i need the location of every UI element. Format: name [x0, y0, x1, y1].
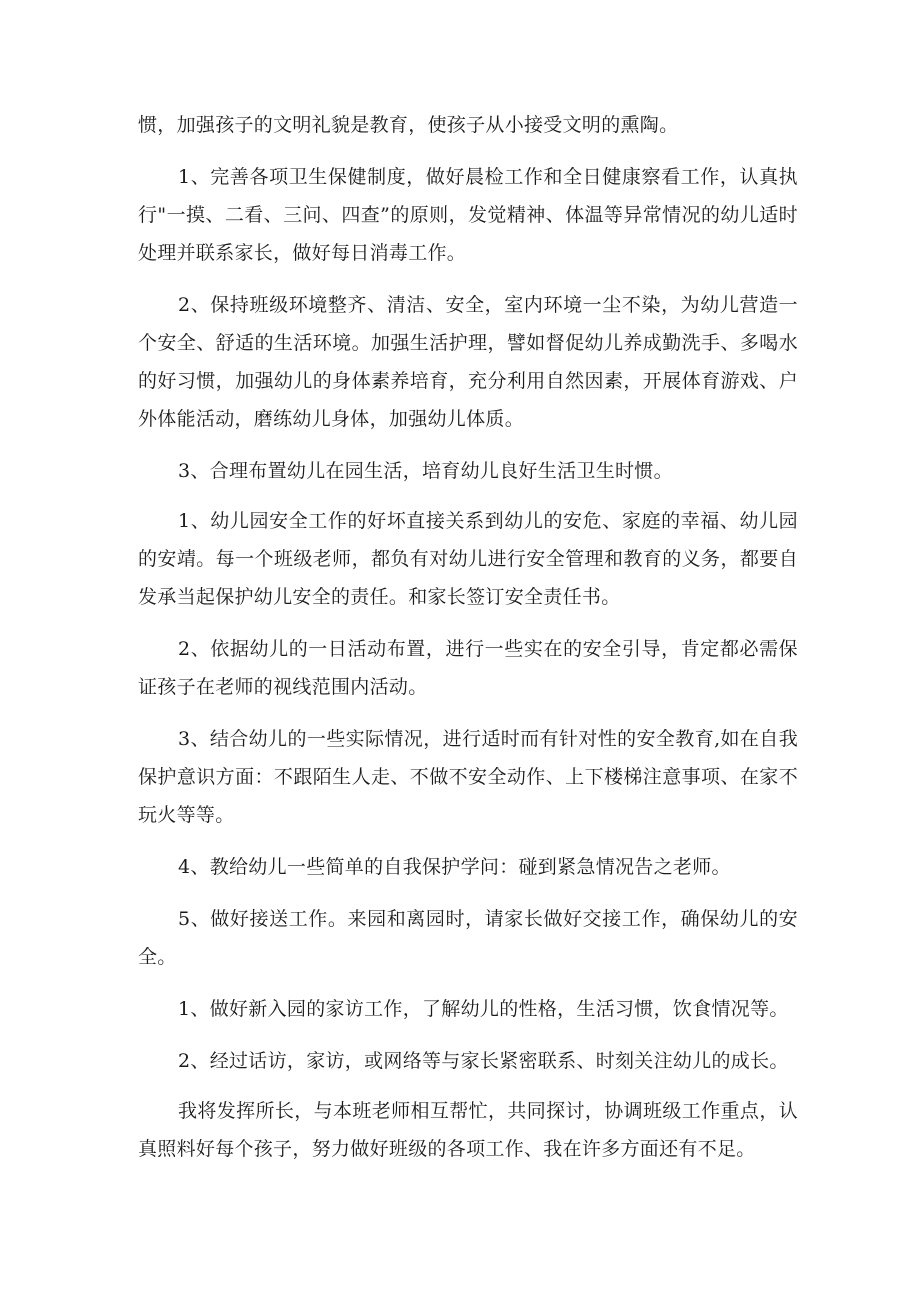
paragraph-parents-1: 1、做好新入园的家访工作，了解幼儿的性格，生活习惯，饮食情况等。 — [178, 998, 789, 1020]
paragraph-health-3: 3、合理布置幼儿在园生活，培育幼儿良好生活卫生时惯。 — [178, 460, 673, 482]
paragraph-health-2: 2、保持班级环境整齐、清洁、安全，室内环境一尘不染，为幼儿营造一个安全、舒适的生活环境。加强生活护理，譬如督促幼儿养成勤洗手、多喝水的好习惯，加强幼儿的身体素养培育，充分利用自然因素，开展体育游戏、户外体能活动，磨练幼儿身体，加强幼儿体质。 — [138, 294, 798, 430]
paragraph-health-1: 1、完善各项卫生保健制度，做好晨检工作和全日健康察看工作，认真执行"一摸、二看、三问、四查”的原则，发觉精神、体温等异常情况的幼儿适时处理并联系家长，做好每日消毒工作。 — [138, 166, 798, 264]
paragraph-safety-2: 2、依据幼儿的一日活动布置，进行一些实在的安全引导，肯定都必需保证孩子在老师的视线范围内活动。 — [138, 638, 798, 698]
paragraph-closing: 我将发挥所长，与本班老师相互帮忙，共同探讨，协调班级工作重点，认真照料好每个孩子，努力做好班级的各项工作、我在许多方面还有不足。 — [138, 1100, 798, 1160]
paragraph-safety-3: 3、结合幼儿的一些实际情况，进行适时而有针对性的安全教育,如在自我保护意识方面：不跟陌生人走、不做不安全动作、上下楼梯注意事项、在家不玩火等等。 — [138, 728, 798, 826]
paragraph-safety-1: 1、幼儿园安全工作的好坏直接关系到幼儿的安危、家庭的幸福、幼儿园的安靖。每一个班级老师，都负有对幼儿进行安全管理和教育的义务，都要自发承当起保护幼儿安全的责任。和家长签订安全责任书。 — [138, 510, 798, 608]
paragraph-continuation: 惯，加强孩子的文明礼貌是教育，使孩子从小接受文明的熏陶。 — [138, 114, 679, 136]
paragraph-safety-5: 5、做好接送工作。来园和离园时，请家长做好交接工作，确保幼儿的安全。 — [138, 908, 798, 968]
paragraph-safety-4: 4、教给幼儿一些简单的自我保护学问：碰到紧急情况告之老师。 — [178, 856, 731, 878]
paragraph-parents-2: 2、经过话访，家访，或网络等与家长紧密联系、时刻关注幼儿的成长。 — [178, 1050, 789, 1072]
